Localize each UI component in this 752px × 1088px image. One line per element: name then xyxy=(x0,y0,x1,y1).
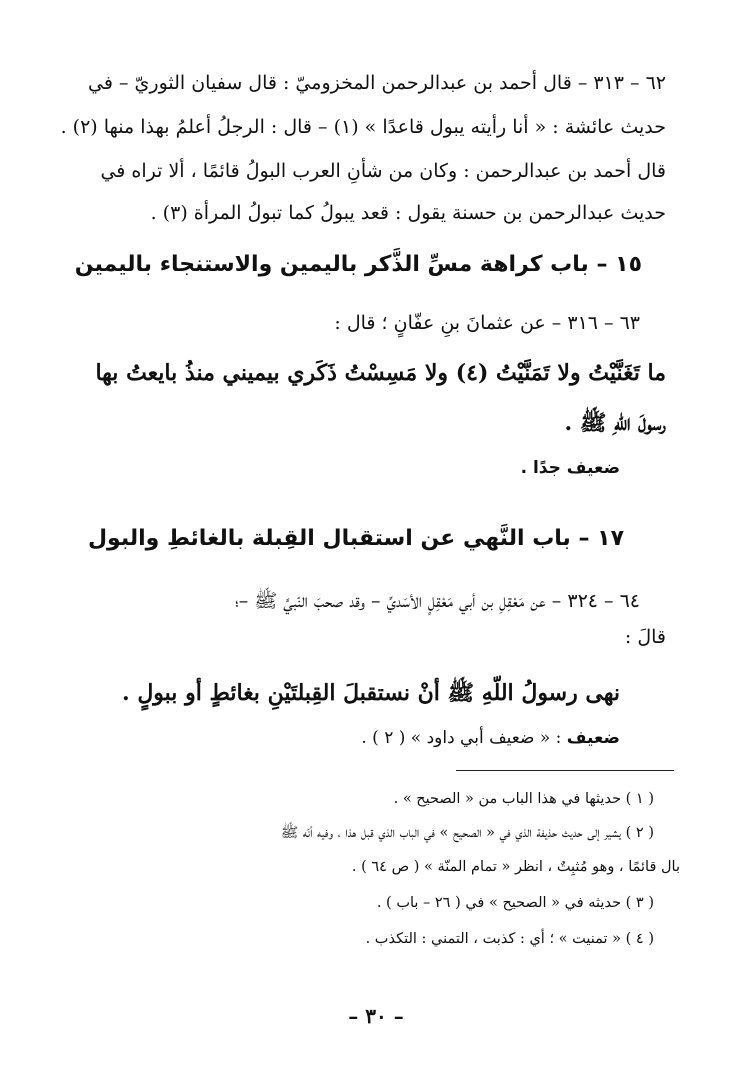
chapter-17-heading: ١٧ – باب النَّهي عن استقبال القِبلة بالغائطِ والبول xyxy=(87,526,624,551)
footnote-2-line-1: ( ٢ ) يشير إلى حديث حذيفة الذي في « الصحيح » في الباب الذي قبل هذا ، وفيه أنّه ﷺ xyxy=(280,825,654,841)
chapter-15-heading: ١٥ – باب كراهة مسِّ الذَّكر باليمين والاستنجاء باليمين xyxy=(74,252,642,277)
hadith-63-text-line-2: رسولَ اللّهِ ﷺ . xyxy=(564,410,666,436)
page-number: – ٣٠ – xyxy=(348,1004,404,1028)
footnote-divider xyxy=(456,770,674,771)
hadith-62-line-4: حديث عبدالرحمن بن حسنة يقول : قعد يبولُ كما تبولُ المرأة (٣) . xyxy=(150,202,666,224)
hadith-63-intro: ٦٣ – ٣١٦ – عن عثمانَ بنِ عفّانٍ ؛ قال : xyxy=(334,312,640,334)
hadith-64-grade-source: : « ضعيف أبي داود » ( ٢ ) . xyxy=(361,728,567,748)
footnote-3: ( ٣ ) حديثه في « الصحيح » في ( ٢٦ – باب ) . xyxy=(376,895,654,911)
footnote-4: ( ٤ ) « تمنيت » ؛ أي : كذبت ، التمني : التكذب . xyxy=(365,931,654,947)
footnote-2-line-2: بال قائمًا ، وهو مُثبِتٌ ، انظر « تمام المنّة » ( ص ٦٤ ) . xyxy=(351,859,680,875)
hadith-64-grade xyxy=(361,730,620,747)
hadith-62-line-1: ٦٢ – ٣١٣ – قال أحمد بن عبدالرحمن المخزوميّ : قال سفيان الثوريّ – في xyxy=(88,72,666,94)
hadith-63-grade: ضعيف جدًا . xyxy=(520,458,620,478)
hadith-64-intro-line-2: قالَ : xyxy=(624,626,666,648)
hadith-62-line-3: قال أحمد بن عبدالرحمن : وكان من شأنِ العرب البولُ قائمًا ، ألا تراه في xyxy=(100,160,666,182)
hadith-62-line-2: حديث عائشة : « أنا رأيته يبول قاعدًا » (١) – قال : الرجلُ أعلمُ بهذا منها (٢) . xyxy=(60,116,666,138)
footnote-1: ( ١ ) حديثها في هذا الباب من « الصحيح » . xyxy=(393,791,654,807)
hadith-64-grade-label: ضعيف xyxy=(566,728,620,748)
hadith-64-text: نهى رسولُ اللّهِ ﷺ أنْ نستقبلَ القِبلتَيْنِ بغائطٍ أو ببولٍ . xyxy=(122,680,620,706)
hadith-64-intro-line-1: ٦٤ – ٣٢٤ – عن مَعْقِلِ بن أبي مَعْقِلٍ الأسَديِّ – وقد صحبَ النّبيَّ ﷺ –؛ xyxy=(234,590,640,612)
hadith-63-text-line-1: ما تَغَنَّيْتُ ولا تَمَنَّيْتُ (٤) ولا مَسِسْتُ ذَكَري بيميني منذُ بايعتُ بها xyxy=(95,360,666,386)
